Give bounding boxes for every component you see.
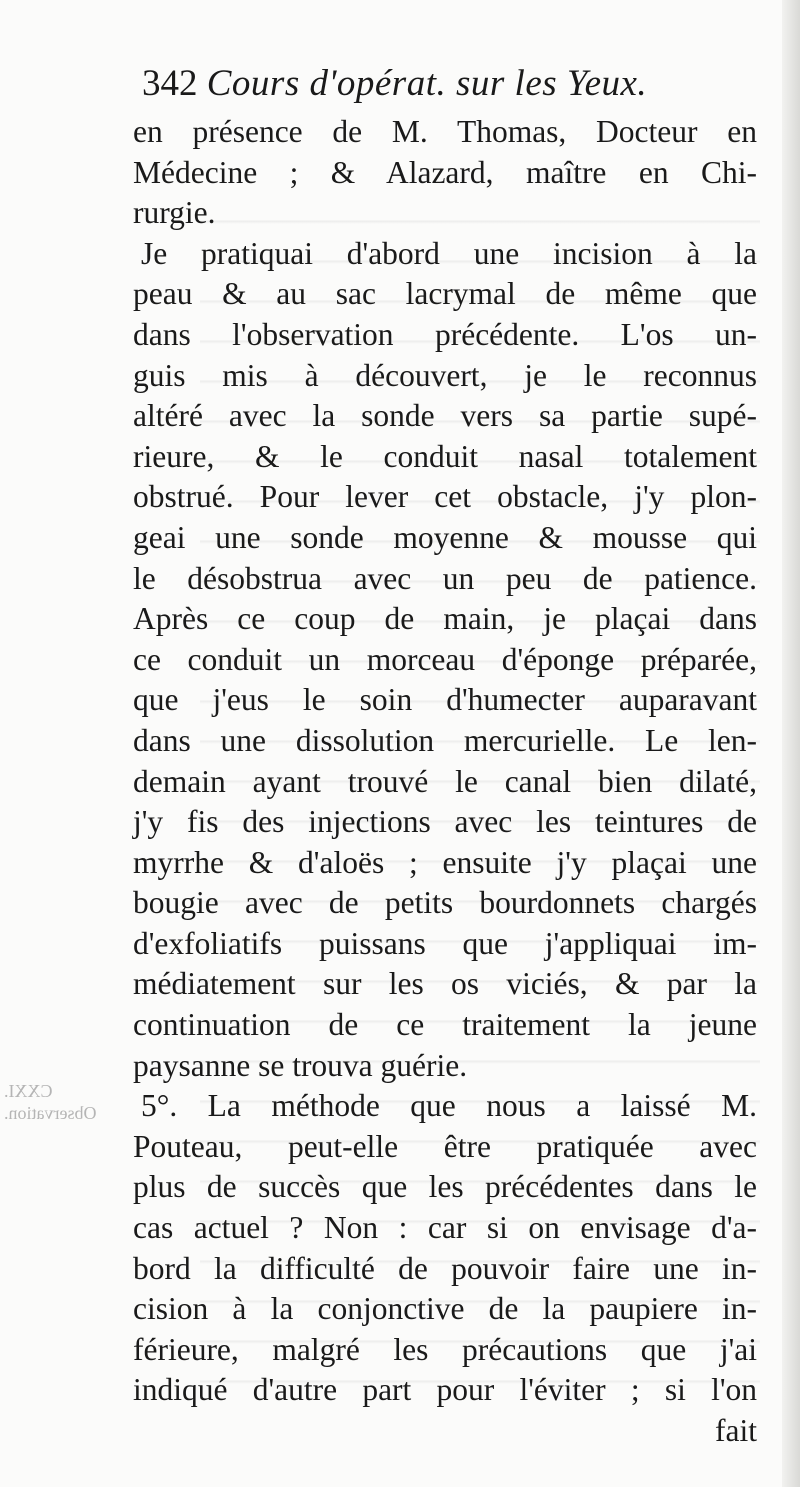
text-line: Je pratiquai d'abord une incision à la (141, 235, 757, 271)
margin-note-line: Observation. (4, 1103, 97, 1123)
page-number: 342 (142, 63, 198, 104)
margin-note-line: CXXI. (4, 1081, 53, 1101)
text-line: continuation de ce traitement la jeune (133, 1007, 757, 1043)
text-line: cision à la conjonctive de la paupiere in- (133, 1291, 757, 1327)
text-line: Après ce coup de main, je plaçai dans (133, 601, 757, 637)
text-line: rieure, & le conduit nasal totalement (133, 438, 757, 474)
text-line: guis mis à découvert, je le reconnus (133, 357, 757, 393)
text-line: Médecine ; & Alazard, maître en Chi- (133, 154, 757, 190)
catchword: fait (715, 1413, 757, 1448)
text-line: Pouteau, peut-elle être pratiquée avec (133, 1128, 757, 1164)
text-line: altéré avec la sonde vers sa partie supé- (133, 398, 757, 434)
text-line: d'exfoliatifs puissans que j'appliquai im- (133, 925, 757, 961)
text-line: plus de succès que les précédentes dans le (133, 1169, 757, 1205)
text-line: demain ayant trouvé le canal bien dilaté, (133, 763, 757, 799)
text-line: dans l'observation précédente. L'os un- (133, 316, 757, 352)
text-line: peau & au sac lacrymal de même que (133, 276, 757, 312)
text-line: bougie avec de petits bourdonnets chargés (133, 885, 757, 921)
running-title: Cours d'opérat. sur les Yeux. (206, 63, 648, 104)
text-line: myrrhe & d'aloës ; ensuite j'y plaçai une (133, 844, 757, 880)
body-text (133, 112, 757, 1452)
text-line: en présence de M. Thomas, Docteur en (133, 114, 757, 149)
text-line: geai une sonde moyenne & mousse qui (133, 519, 757, 555)
running-header (142, 62, 742, 106)
text-line: dans une dissolution mercurielle. Le len- (133, 722, 757, 758)
text-line: cas actuel ? Non : car si on envisage d'a- (133, 1210, 757, 1246)
text-line: que j'eus le soin d'humecter auparavant (133, 682, 757, 718)
text-line: médiatement sur les os viciés, & par la (133, 966, 757, 1002)
text-line: 5°. La méthode que nous a laissé M. (141, 1088, 757, 1124)
text-line: férieure, malgré les précautions que j'ai (133, 1331, 757, 1367)
text-line: rurgie. (133, 195, 216, 231)
text-line: bord la difficulté de pouvoir faire une in- (133, 1250, 757, 1286)
text-line: obstrué. Pour lever cet obstacle, j'y plon- (133, 479, 757, 515)
text-line: ce conduit un morceau d'éponge préparée, (133, 641, 757, 677)
text-line: indiqué d'autre part pour l'éviter ; si l'on (133, 1372, 757, 1408)
text-line: j'y fis des injections avec les teintures de (133, 804, 757, 840)
show-through-margin-note (4, 1080, 124, 1124)
text-line: paysanne se trouva guérie. (133, 1047, 468, 1083)
page-edge-shadow (782, 0, 800, 1487)
text-line: le désobstrua avec un peu de patience. (133, 560, 757, 596)
